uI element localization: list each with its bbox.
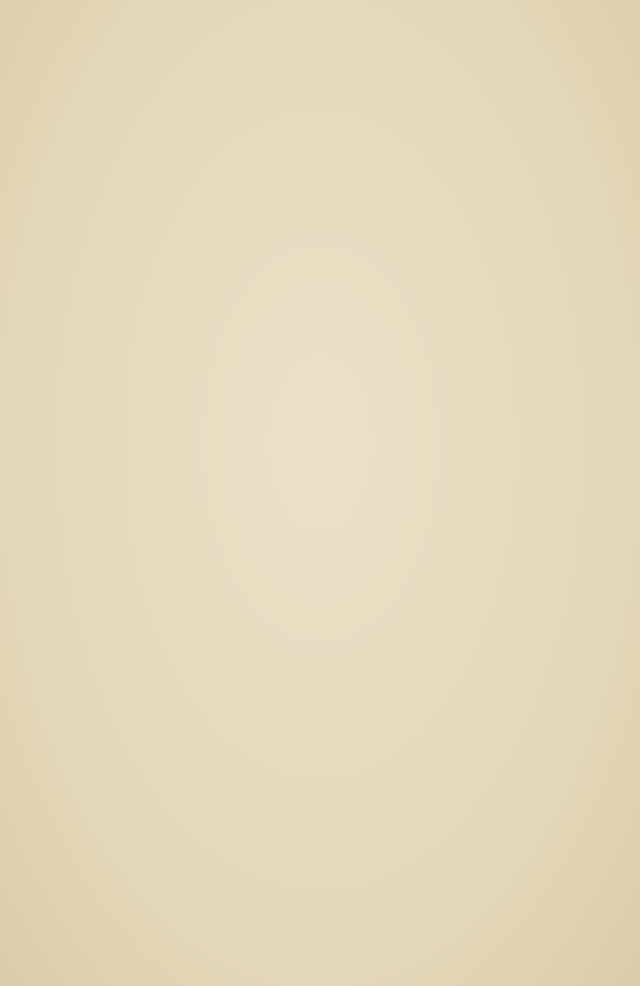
lyric-line-2: [80, 176, 592, 191]
music-system-2: [80, 305, 592, 485]
lyric-line-1: [80, 597, 592, 612]
treble-staff: [80, 525, 592, 585]
music-system-1: [80, 100, 592, 270]
bass-staff: [80, 650, 592, 710]
treble-staff: [80, 100, 592, 160]
lyric-line-3: [80, 191, 592, 206]
music-system-4: [80, 745, 592, 920]
lyric-line-2: [80, 824, 592, 839]
lyric-line-3: [80, 627, 592, 642]
lyric-line-2: [80, 393, 592, 408]
lyric-line-2: [80, 612, 592, 627]
bass-staff: [80, 860, 592, 920]
lyric-line-1: [80, 378, 592, 393]
treble-staff: [80, 745, 592, 805]
treble-staff: [80, 305, 592, 365]
bass-staff: [80, 208, 592, 268]
lyric-line-3: [80, 839, 592, 854]
lyric-line-1: [80, 809, 592, 824]
bass-staff: [80, 430, 592, 490]
lyric-line-3: [80, 408, 592, 423]
music-system-3: [80, 525, 592, 710]
lyric-line-1: [80, 161, 592, 176]
